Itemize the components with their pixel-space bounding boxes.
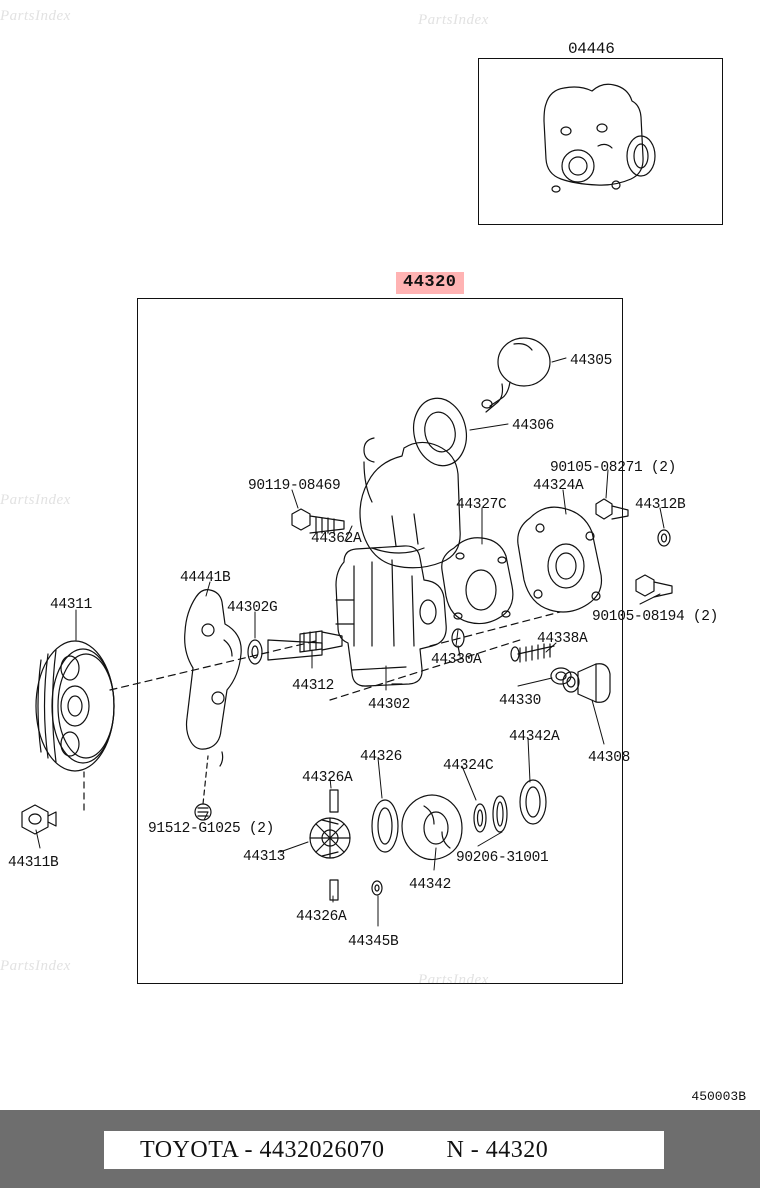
part-label-44326: 44326 — [360, 749, 403, 765]
inset-label-04446: 04446 — [568, 40, 615, 58]
part-label-90105-08271: 90105‐08271 (2) — [550, 460, 677, 476]
part-label-44324c: 44324C — [443, 758, 494, 774]
part-label-44311b: 44311B — [8, 855, 59, 871]
footer-section: N - 44320 — [446, 1136, 549, 1163]
part-label-91512-g1025: 91512‐G1025 (2) — [148, 821, 275, 837]
part-label-44308: 44308 — [588, 750, 631, 766]
watermark: PartsIndex — [418, 12, 489, 28]
part-label-90206-31001: 90206‐31001 — [456, 850, 549, 866]
watermark: PartsIndex — [0, 8, 71, 24]
part-label-44342: 44342 — [409, 877, 452, 893]
part-label-44441b: 44441B — [180, 570, 231, 586]
inset-box-04446 — [478, 58, 723, 225]
bolt-90105-08194-art — [636, 575, 672, 597]
washer-44312b-art — [658, 530, 670, 546]
part-label-44306: 44306 — [512, 418, 555, 434]
part-label-44312: 44312 — [292, 678, 335, 694]
part-label-90105-08194: 90105‐08194 (2) — [592, 609, 719, 625]
part-label-44342a: 44342A — [509, 729, 560, 745]
nut-44311b-art — [22, 805, 56, 834]
part-label-44326a-top: 44326A — [302, 770, 353, 786]
part-label-44305: 44305 — [570, 353, 613, 369]
watermark: PartsIndex — [0, 958, 71, 974]
part-label-44362a: 44362A — [311, 531, 362, 547]
part-label-44312b: 44312B — [635, 497, 686, 513]
watermark: PartsIndex — [418, 972, 489, 988]
part-label-44302: 44302 — [368, 697, 411, 713]
pulley-44311-art — [36, 641, 114, 771]
part-label-44313: 44313 — [243, 849, 286, 865]
part-label-44324a: 44324A — [533, 478, 584, 494]
footer-brand-part: TOYOTA - 4432026070 — [140, 1136, 385, 1163]
part-label-44311: 44311 — [50, 597, 93, 613]
part-label-44345b: 44345B — [348, 934, 399, 950]
part-label-44327c: 44327C — [456, 497, 507, 513]
part-label-44302g: 44302G — [227, 600, 278, 616]
watermark: PartsIndex — [0, 492, 71, 508]
main-callout-44320: 44320 — [396, 272, 464, 294]
diagram-code: 450003B — [691, 1089, 746, 1104]
part-label-44330a: 44330A — [431, 652, 482, 668]
part-label-44338a: 44338A — [537, 631, 588, 647]
footer-plate — [104, 1131, 664, 1169]
part-label-44326a-bottom: 44326A — [296, 909, 347, 925]
part-label-90119-08469: 90119‐08469 — [248, 478, 341, 494]
part-label-44330: 44330 — [499, 693, 542, 709]
